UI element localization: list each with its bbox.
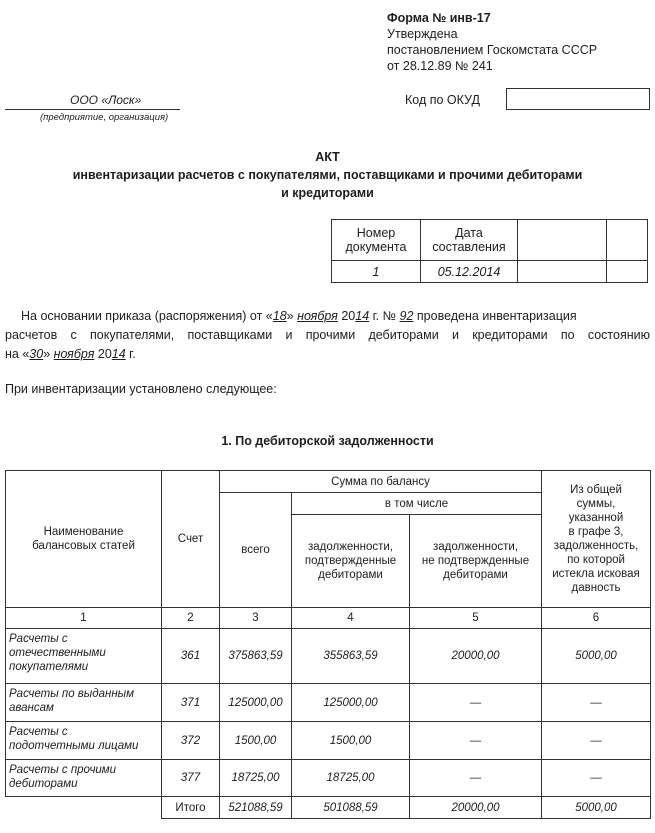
form-number: Форма № инв-17 [387, 11, 491, 25]
doc-number-header: Номер документа [332, 220, 421, 261]
header-confirmed: задолженности, подтвержденные дебиторами [292, 515, 410, 608]
header-name: Наименование балансовых статей [6, 471, 162, 608]
organization-caption: (предприятие, организация) [40, 112, 169, 123]
section-title: 1. По дебиторской задолженности [221, 434, 434, 448]
row-total: 18725,00 [220, 760, 292, 797]
row-total: 375863,59 [220, 629, 292, 684]
header-balance-sum: Сумма по балансу [220, 471, 542, 493]
row-confirmed: 1500,00 [292, 722, 410, 760]
okud-code-box [506, 88, 650, 110]
organization-name: ООО «Лоск» [70, 93, 142, 107]
table-row [6, 722, 651, 760]
row-unconfirmed: — [410, 722, 542, 760]
act-title: АКТ [315, 150, 340, 164]
totals-confirmed: 501088,59 [292, 797, 410, 819]
row-name: Расчеты с подотчетными лицами [6, 722, 162, 760]
table-row [6, 760, 651, 797]
order-day: 18 [272, 309, 287, 323]
row-account: 372 [162, 722, 220, 760]
row-unconfirmed: — [410, 760, 542, 797]
form-header [387, 10, 597, 74]
state-day: 30 [29, 347, 44, 361]
doc-date-header: Дата составления [421, 220, 518, 261]
doc-empty-cell [518, 261, 607, 283]
okud-label: Код по ОКУД [405, 93, 480, 107]
column-numbers-row: 1 2 3 4 5 6 [6, 608, 651, 629]
order-year: 14 [355, 309, 370, 323]
row-confirmed: 18725,00 [292, 760, 410, 797]
basis-paragraph-line2: расчетов с покупателями, поставщиками и прочими дебиторами и кредиторами по состоянию [5, 328, 650, 342]
order-number: 92 [399, 309, 414, 323]
row-confirmed: 125000,00 [292, 684, 410, 722]
doc-empty-header-2 [607, 220, 648, 261]
row-account: 371 [162, 684, 220, 722]
totals-label: Итого [162, 797, 220, 819]
row-name: Расчеты с прочими дебиторами [6, 760, 162, 797]
totals-unconfirmed: 20000,00 [410, 797, 542, 819]
row-total: 1500,00 [220, 722, 292, 760]
row-expired: — [542, 760, 651, 797]
row-name: Расчеты по выданным авансам [6, 684, 162, 722]
form-decree: постановлением Госкомстата СССР [387, 43, 598, 57]
row-expired: — [542, 684, 651, 722]
form-date: от 28.12.89 № 241 [387, 59, 493, 73]
header-expired: Из общей суммы, указанной в графе 3, задолженность, по которой истекла исковая давность [542, 471, 651, 608]
form-approved: Утверждена [387, 27, 458, 41]
act-subtitle-line1: инвентаризации расчетов с покупателями, поставщиками и прочими дебиторами [72, 168, 583, 182]
order-month: ноября [297, 309, 338, 323]
header-total: всего [220, 493, 292, 608]
basis-paragraph-line1: На основании приказа (распоряжения) от «18» ноября 2014 г. № 92 проведена инвентаризация [21, 309, 577, 323]
row-expired: — [542, 722, 651, 760]
doc-number-value: 1 [332, 261, 421, 283]
row-expired: 5000,00 [542, 629, 651, 684]
row-total: 125000,00 [220, 684, 292, 722]
act-subtitle-line2: и кредиторами [281, 186, 374, 200]
doc-empty-cell-2 [607, 261, 648, 283]
doc-date-value: 05.12.2014 [421, 261, 518, 283]
table-row [6, 684, 651, 722]
row-unconfirmed: 20000,00 [410, 629, 542, 684]
found-text: При инвентаризации установлено следующее: [5, 382, 277, 396]
row-confirmed: 355863,59 [292, 629, 410, 684]
totals-expired: 5000,00 [542, 797, 651, 819]
row-account: 377 [162, 760, 220, 797]
debtors-table [5, 470, 651, 819]
state-year: 14 [111, 347, 126, 361]
totals-empty [6, 797, 162, 819]
basis-paragraph-line3: на «30» ноября 2014 г. [5, 347, 136, 361]
header-unconfirmed: задолженности, не подтвержденные дебиторами [410, 515, 542, 608]
header-account: Счет [162, 471, 220, 608]
document-info-table [331, 219, 648, 283]
row-name: Расчеты с отечественными покупателями [6, 629, 162, 684]
header-including: в том числе [292, 493, 542, 515]
state-month: ноября [53, 347, 95, 361]
doc-empty-header [518, 220, 607, 261]
row-unconfirmed: — [410, 684, 542, 722]
row-account: 361 [162, 629, 220, 684]
organization-underline [5, 109, 180, 110]
table-row [6, 629, 651, 684]
totals-row [6, 797, 651, 819]
totals-total: 521088,59 [220, 797, 292, 819]
